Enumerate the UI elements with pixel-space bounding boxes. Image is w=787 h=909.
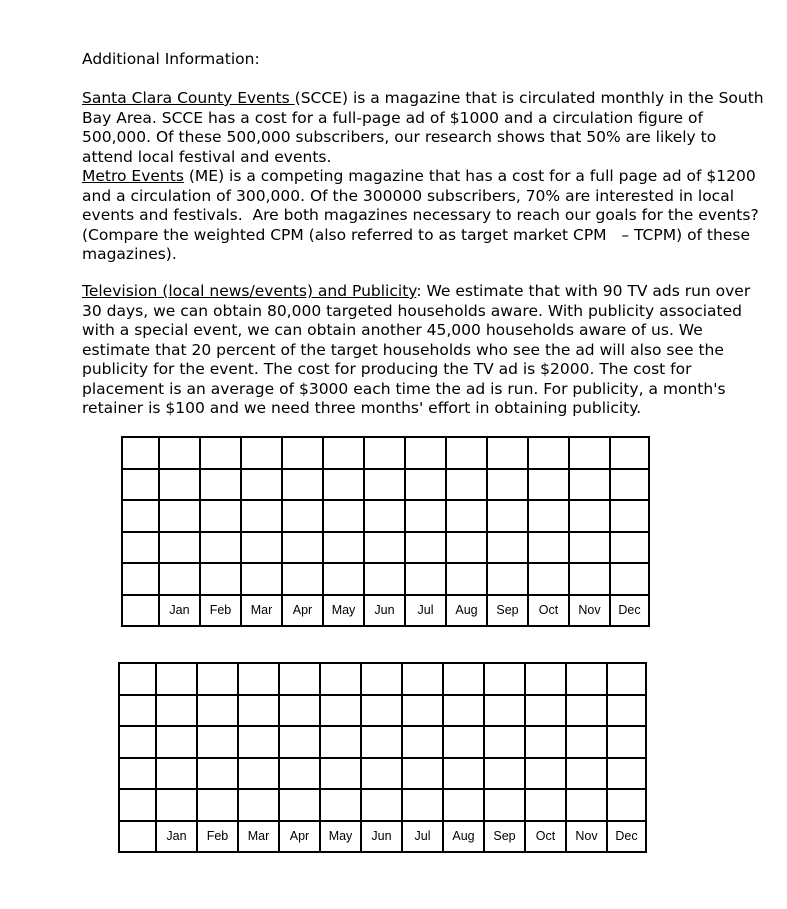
grid-cell	[443, 789, 484, 821]
text-line: estimate that 20 percent of the target households who see the ad will also see the	[82, 340, 724, 359]
grid-cell	[569, 469, 610, 501]
grid-cell	[238, 663, 279, 695]
grid-row	[122, 563, 649, 595]
grid-cell	[122, 563, 159, 595]
grid-row	[122, 469, 649, 501]
grid-cell	[197, 663, 238, 695]
grid-cell	[443, 663, 484, 695]
grid-cell	[487, 469, 528, 501]
month-label-feb: Feb	[197, 821, 238, 853]
text-line: 500,000. Of these 500,000 subscribers, our research shows that 50% are likely to	[82, 128, 717, 146]
grid-cell	[156, 726, 197, 758]
grid-cell	[361, 726, 402, 758]
grid-cell	[279, 789, 320, 821]
month-label-apr: Apr	[279, 821, 320, 853]
grid-cell	[241, 563, 282, 595]
grid-cell	[607, 695, 646, 727]
grid-cell	[282, 532, 323, 564]
month-row	[119, 821, 646, 853]
grid-cell	[122, 532, 159, 564]
grid-cell	[364, 437, 405, 469]
grid-cell	[156, 695, 197, 727]
text-line: magazines).	[82, 245, 177, 263]
grid-cell	[122, 500, 159, 532]
grid-cell	[402, 726, 443, 758]
grid-cell	[119, 789, 156, 821]
grid-cell	[197, 789, 238, 821]
grid-cell	[405, 469, 446, 501]
grid-cell	[200, 563, 241, 595]
text-line: attend local festival and events.	[82, 147, 332, 166]
text-line: publicity for the event. The cost for producing the TV ad is $2000. The cost for	[82, 360, 692, 378]
grid-cell	[241, 532, 282, 564]
grid-cell	[159, 469, 200, 501]
grid-cell	[361, 663, 402, 695]
grid-cell	[566, 695, 607, 727]
grid-cell	[487, 563, 528, 595]
grid-cell	[119, 695, 156, 727]
grid-cell	[487, 437, 528, 469]
grid-cell	[159, 563, 200, 595]
month-label-mar: Mar	[241, 595, 282, 627]
grid-cell	[238, 726, 279, 758]
grid-cell	[607, 663, 646, 695]
grid-row	[119, 663, 646, 695]
grid-cell	[569, 500, 610, 532]
grid-cell	[525, 726, 566, 758]
grid-cell	[200, 437, 241, 469]
grid-cell	[607, 789, 646, 821]
grid-cell	[405, 532, 446, 564]
grid-cell	[525, 758, 566, 790]
grid-cell	[607, 758, 646, 790]
grid-cell	[323, 532, 364, 564]
grid-cell	[323, 437, 364, 469]
grid-cell	[484, 695, 525, 727]
month-label-mar: Mar	[238, 821, 279, 853]
grid-cell	[119, 821, 156, 853]
tv-name: Television (local news/events) and Publicity	[82, 282, 417, 300]
grid-cell	[282, 469, 323, 501]
grid-cell	[446, 437, 487, 469]
grid-cell	[200, 532, 241, 564]
grid-cell	[279, 758, 320, 790]
grid-cell	[279, 726, 320, 758]
text-line: placement is an average of $3000 each time the ad is run. For publicity, a month's	[82, 379, 726, 398]
schedule-grid-1	[121, 436, 650, 627]
grid-row	[119, 758, 646, 790]
grid-cell	[446, 500, 487, 532]
grid-cell	[487, 500, 528, 532]
grid-cell	[197, 758, 238, 790]
grid-cell	[323, 500, 364, 532]
grid-cell	[241, 437, 282, 469]
grid-cell	[484, 758, 525, 790]
grid-cell	[197, 695, 238, 727]
grid-row	[122, 500, 649, 532]
grid-cell	[402, 789, 443, 821]
grid-cell	[122, 595, 159, 627]
grid-cell	[156, 663, 197, 695]
grid-cell	[159, 500, 200, 532]
grid-cell	[569, 563, 610, 595]
grid-cell	[610, 469, 649, 501]
grid-cell	[528, 532, 569, 564]
grid-cell	[484, 789, 525, 821]
month-label-jan: Jan	[156, 821, 197, 853]
schedule-grid-2	[118, 662, 647, 853]
text-line: Metro Events (ME) is a competing magazine that has a cost for a full page ad of $1200	[82, 167, 756, 185]
grid-cell	[156, 758, 197, 790]
grid-cell	[122, 469, 159, 501]
grid-cell	[159, 532, 200, 564]
grid-cell	[282, 437, 323, 469]
grid-cell	[525, 789, 566, 821]
month-label-feb: Feb	[200, 595, 241, 627]
grid-cell	[528, 437, 569, 469]
grid-cell	[320, 789, 361, 821]
tv-paragraph	[82, 282, 751, 419]
grid-cell	[487, 532, 528, 564]
grid-cell	[238, 695, 279, 727]
grid-cell	[528, 563, 569, 595]
month-label-jun: Jun	[364, 595, 405, 627]
grid-cell	[279, 663, 320, 695]
grid-cell	[405, 563, 446, 595]
grid-cell	[569, 532, 610, 564]
month-row	[122, 595, 649, 627]
grid-cell	[320, 726, 361, 758]
month-label-jul: Jul	[405, 595, 446, 627]
grid-cell	[566, 789, 607, 821]
grid-cell	[241, 469, 282, 501]
month-label-aug: Aug	[446, 595, 487, 627]
grid-cell	[361, 695, 402, 727]
month-label-apr: Apr	[282, 595, 323, 627]
month-label-jun: Jun	[361, 821, 402, 853]
grid-cell	[364, 563, 405, 595]
grid-cell	[569, 437, 610, 469]
month-label-dec: Dec	[610, 595, 649, 627]
month-label-sep: Sep	[487, 595, 528, 627]
grid-cell	[484, 663, 525, 695]
grid-row	[119, 789, 646, 821]
grid-cell	[566, 663, 607, 695]
me-paragraph	[82, 167, 759, 265]
scce-name: Santa Clara County Events	[82, 89, 295, 107]
grid-cell	[402, 663, 443, 695]
grid-cell	[320, 663, 361, 695]
month-label-may: May	[323, 595, 364, 627]
month-label-jul: Jul	[402, 821, 443, 853]
grid-cell	[566, 726, 607, 758]
grid-cell	[159, 437, 200, 469]
grid-cell	[610, 437, 649, 469]
grid-cell	[238, 789, 279, 821]
grid-cell	[122, 437, 159, 469]
grid-cell	[200, 469, 241, 501]
text-line: events and festivals. Are both magazines necessary to reach our goals for the events?	[82, 206, 759, 224]
grid-cell	[402, 758, 443, 790]
grid-cell	[405, 437, 446, 469]
grid-cell	[282, 563, 323, 595]
grid-cell	[323, 563, 364, 595]
grid-cell	[119, 726, 156, 758]
grid-cell	[238, 758, 279, 790]
grid-cell	[443, 758, 484, 790]
text-line: (Compare the weighted CPM (also referred to as target market CPM – TCPM) of these	[82, 225, 750, 244]
grid-cell	[282, 500, 323, 532]
month-label-aug: Aug	[443, 821, 484, 853]
grid-cell	[197, 726, 238, 758]
grid-row	[122, 532, 649, 564]
text-line: with a special event, we can obtain another 45,000 households aware of us. We	[82, 321, 703, 339]
month-label-dec: Dec	[607, 821, 646, 853]
scce-paragraph	[82, 89, 764, 167]
grid-cell	[566, 758, 607, 790]
month-label-sep: Sep	[484, 821, 525, 853]
grid-cell	[320, 695, 361, 727]
month-label-may: May	[320, 821, 361, 853]
grid-cell	[446, 532, 487, 564]
text-line: Television (local news/events) and Publicity: We estimate that with 90 TV ads run over	[82, 282, 751, 300]
grid-cell	[402, 695, 443, 727]
grid-cell	[364, 532, 405, 564]
text-line: and a circulation of 300,000. Of the 300000 subscribers, 70% are interested in local	[82, 186, 735, 205]
month-label-jan: Jan	[159, 595, 200, 627]
grid-cell	[443, 695, 484, 727]
me-name: Metro Events	[82, 167, 184, 185]
section-heading: Additional Information:	[82, 50, 260, 68]
grid-cell	[361, 789, 402, 821]
grid-cell	[279, 695, 320, 727]
grid-cell	[446, 563, 487, 595]
grid-cell	[443, 726, 484, 758]
month-label-oct: Oct	[525, 821, 566, 853]
grid-cell	[364, 469, 405, 501]
grid-cell	[361, 758, 402, 790]
grid-cell	[446, 469, 487, 501]
month-label-nov: Nov	[566, 821, 607, 853]
grid-cell	[364, 500, 405, 532]
grid-cell	[119, 758, 156, 790]
text-line: Santa Clara County Events (SCCE) is a magazine that is circulated monthly in the South	[82, 89, 764, 107]
grid-cell	[525, 663, 566, 695]
grid-cell	[320, 758, 361, 790]
grid-cell	[610, 532, 649, 564]
grid-cell	[607, 726, 646, 758]
grid-cell	[525, 695, 566, 727]
text-line: retainer is $100 and we need three months' effort in obtaining publicity.	[82, 399, 642, 417]
grid-cell	[484, 726, 525, 758]
grid-cell	[610, 500, 649, 532]
grid-row	[119, 695, 646, 727]
grid-cell	[323, 469, 364, 501]
grid-cell	[119, 663, 156, 695]
grid-cell	[241, 500, 282, 532]
grid-cell	[528, 469, 569, 501]
grid-cell	[528, 500, 569, 532]
grid-cell	[610, 563, 649, 595]
grid-row	[122, 437, 649, 469]
grid-row	[119, 726, 646, 758]
text-line: 30 days, we can obtain 80,000 targeted households aware. With publicity associated	[82, 301, 742, 320]
grid-cell	[405, 500, 446, 532]
grid-cell	[200, 500, 241, 532]
month-label-oct: Oct	[528, 595, 569, 627]
text-line: Bay Area. SCCE has a cost for a full-page ad of $1000 and a circulation figure of	[82, 108, 703, 127]
grid-cell	[156, 789, 197, 821]
month-label-nov: Nov	[569, 595, 610, 627]
